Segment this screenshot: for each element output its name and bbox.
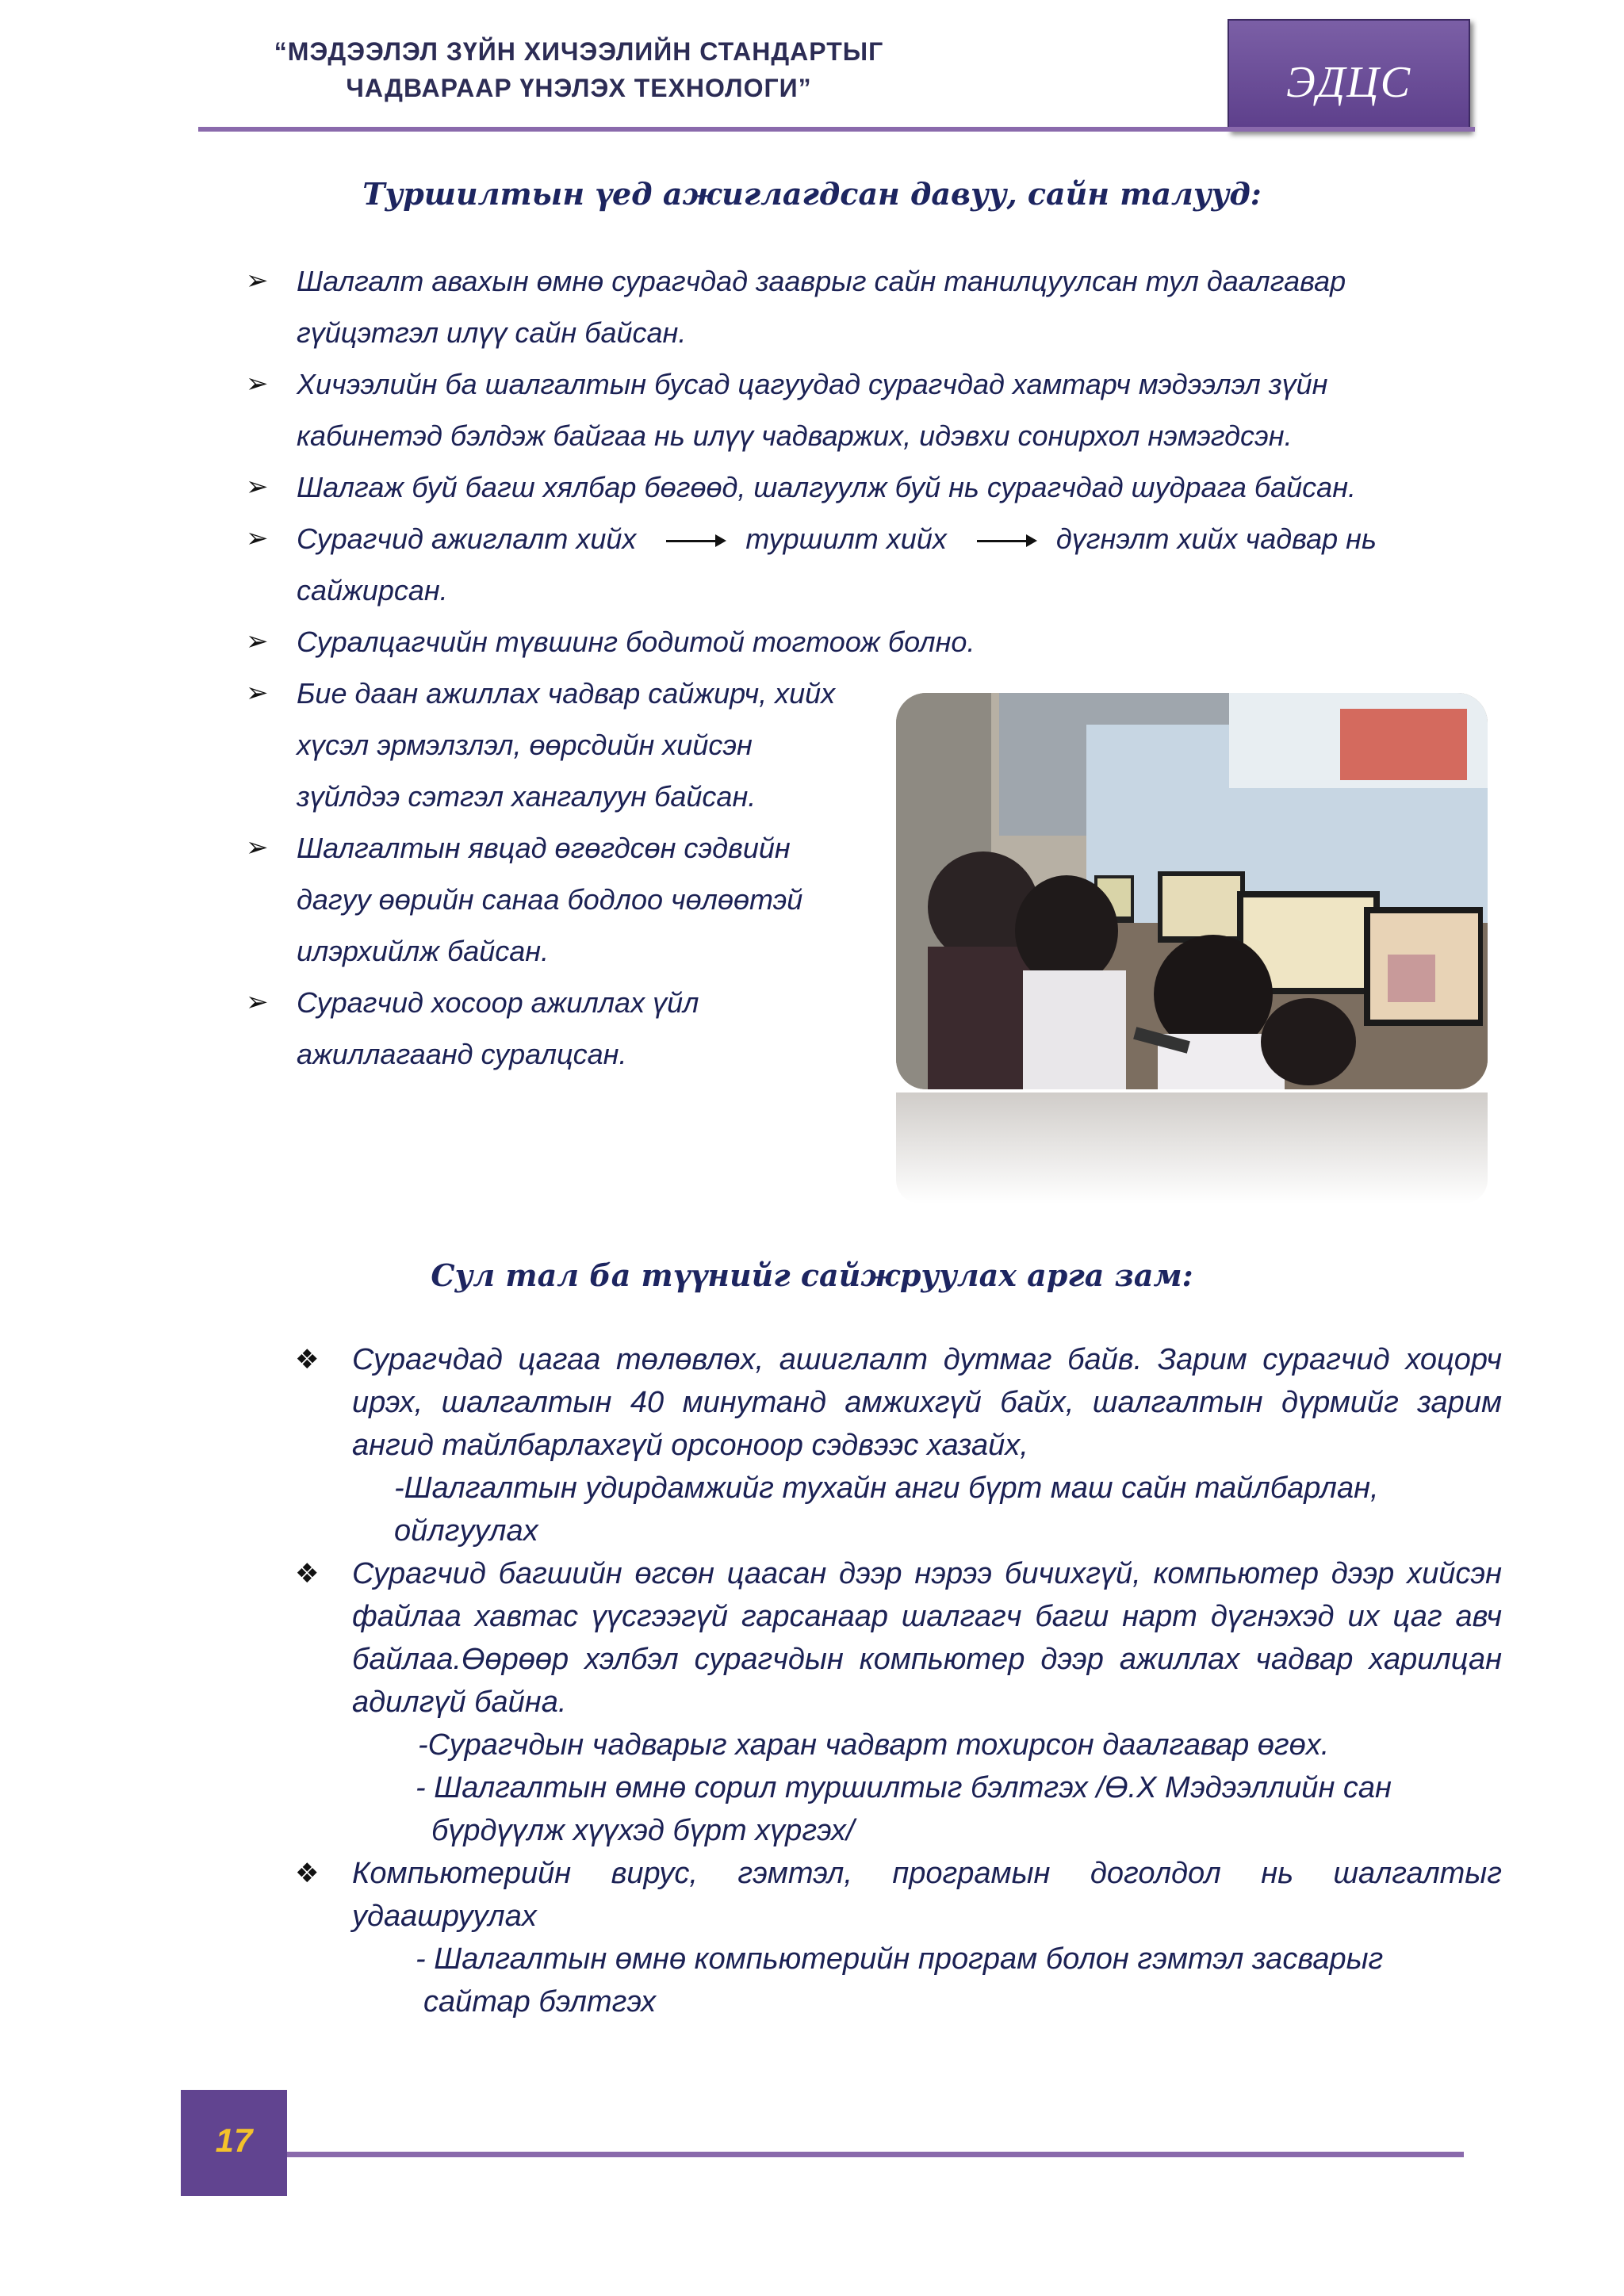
sub-item: ойлгуулах xyxy=(394,1514,538,1548)
photo-reflection xyxy=(896,1093,1488,1203)
arrowhead-bullet-icon: ➢ xyxy=(246,369,269,399)
diamond-bullet-icon: ❖ xyxy=(295,1858,320,1888)
footer-divider xyxy=(287,2152,1464,2157)
list-item: ➢ Шалгалтын явцад өгөгдсөн сэдвийн дагуу өөрийн санаа бодлоо чөлөөтэй илэрхийлж байсан. xyxy=(246,822,915,977)
sub-item: - Шалгалтын өмнө компьютерийн програм болон гэмтэл засварыг xyxy=(416,1942,1384,1976)
sub-item: бүрдүүлж хүүхэд бүрт хүргэх/ xyxy=(431,1814,855,1847)
logo-badge xyxy=(1228,19,1470,132)
arrowhead-bullet-icon: ➢ xyxy=(246,472,269,502)
arrowhead-bullet-icon: ➢ xyxy=(246,987,269,1017)
sub-item: -Сурагчдын чадварыг харан чадварт тохирсон даалгавар өгөх. xyxy=(418,1728,1330,1762)
arrowhead-bullet-icon: ➢ xyxy=(246,626,269,656)
list-item: ➢ Шалгаж буй багш хялбар бөгөөд, шалгуулж буй нь сурагчдад шудрага байсан. xyxy=(246,461,1435,513)
weaknesses-list xyxy=(295,1338,1502,2023)
section1-title: Туршилтын үед ажиглагдсан давуу, сайн талууд: xyxy=(362,176,1262,212)
list-item: ❖ Компьютерийн вирус, гэмтэл, програмын доголдол нь шалгалтыг удаашруулах xyxy=(295,1852,1502,1938)
arrowhead-bullet-icon: ➢ xyxy=(246,523,269,553)
sub-item: - Шалгалтын өмнө сорил туршилтыг бэлтгэх /Ө.Х Мэдээллийн сан xyxy=(416,1771,1392,1804)
arrowhead-bullet-icon: ➢ xyxy=(246,832,269,863)
list-item: ➢ Сурагчид ажиглалт хийх туршилт хийх дүгнэлт хийх чадвар нь сайжирсан. xyxy=(246,513,1435,616)
right-arrow-icon xyxy=(977,540,1034,542)
sub-item: -Шалгалтын удирдамжийг тухайн анги бүрт маш сайн тайлбарлан, xyxy=(394,1471,1379,1505)
classroom-photo xyxy=(896,693,1488,1089)
arrowhead-bullet-icon: ➢ xyxy=(246,678,269,708)
list-item: ➢ Бие даан ажиллах чадвар сайжирч, хийх хүсэл эрмэлзлэл, өөрсдийн хийсэн зүйлдээ сэтгэл хангалуун байсан. xyxy=(246,668,915,822)
header-title-line2: ЧАДВАРААР ҮНЭЛЭХ ТЕХНОЛОГИ” xyxy=(346,74,812,102)
right-arrow-icon xyxy=(666,540,723,542)
diamond-bullet-icon: ❖ xyxy=(295,1345,320,1375)
list-item: ❖ Сурагчдад цагаа төлөвлөх, ашиглалт дутмаг байв. Зарим сурагчид хоцорч ирэх, шалгалтын 40 минутанд амжихгүй байх, шалгалтын дүрмийг зарим ангид тайлбарлахгүй орсоноор сэдвээс хазайх, xyxy=(295,1338,1502,1467)
page-number-box xyxy=(181,2090,287,2196)
sub-item: сайтар бэлтгэх xyxy=(423,1985,657,2019)
diamond-bullet-icon: ❖ xyxy=(295,1559,320,1589)
header-divider xyxy=(198,127,1475,132)
list-item: ➢ Шалгалт авахын өмнө сурагчдад зааврыг сайн танилцуулсан тул даалгавар гүйцэтгэл илүү сайн байсан. xyxy=(246,255,1435,358)
document-header-title xyxy=(238,33,920,106)
list-item: ➢ Хичээлийн ба шалгалтын бусад цагуудад сурагчдад хамтарч мэдээлэл зүйн кабинетэд бэлдэж байгаа нь илүү чадваржих, идэвхи сонирхол нэмэгдсэн. xyxy=(246,358,1435,461)
header-title-line1: “МЭДЭЭЛЭЛ ЗҮЙН ХИЧЭЭЛИЙН СТАНДАРТЫГ xyxy=(274,37,884,66)
list-item: ➢ Сурагчид хосоор ажиллах үйл ажиллагаанд суралцсан. xyxy=(246,977,915,1080)
section2-title: Сул тал ба түүнийг сайжруулах арга зам: xyxy=(431,1257,1193,1293)
list-item: ➢ Суралцагчийн түвшинг бодитой тогтоож болно. xyxy=(246,616,1435,668)
list-item: ❖ Сурагчид багшийн өгсөн цаасан дээр нэрээ бичихгүй, компьютер дээр хийсэн файлаа хавтас үүсгээгүй гарсанаар шалгагч багш нарт дүгнэхэд их цаг авч байлаа.Өөрөөр хэлбэл сурагчдын компьютер дээр ажиллах чадвар харилцан адилгүй байна. xyxy=(295,1552,1502,1724)
arrowhead-bullet-icon: ➢ xyxy=(246,266,269,296)
page-number: 17 xyxy=(215,2122,253,2159)
logo-text: ЭДЦС xyxy=(1285,58,1412,107)
